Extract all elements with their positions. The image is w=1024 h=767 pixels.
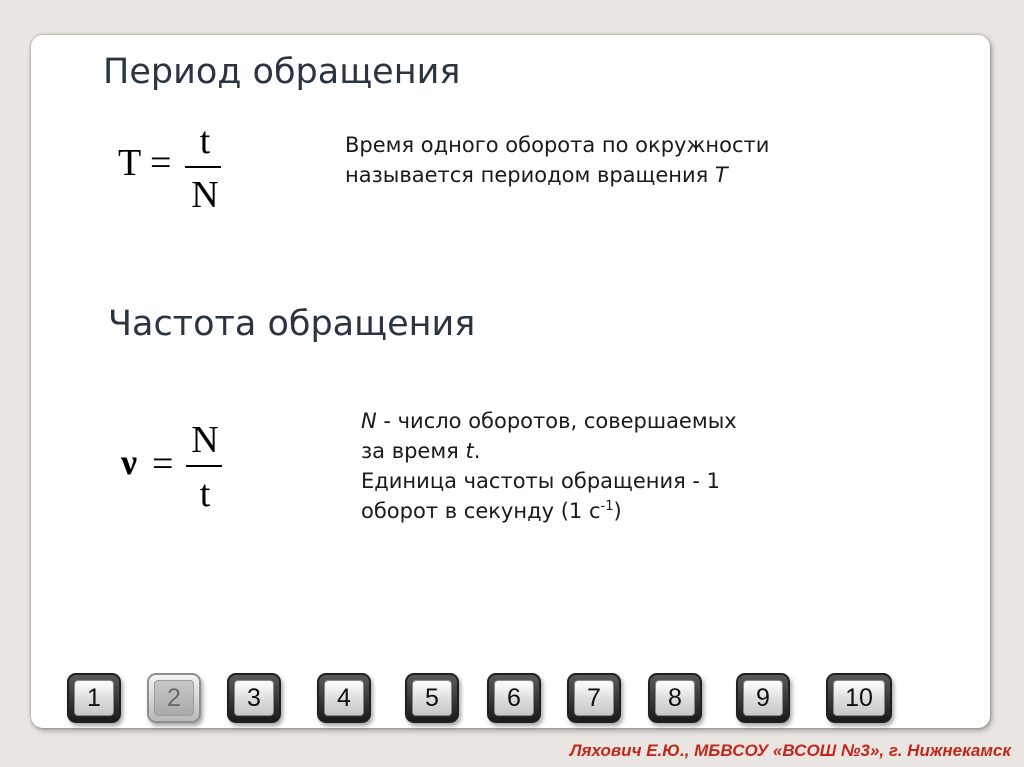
period-heading: Период обращения (103, 52, 461, 92)
slide-navigation (0, 673, 1024, 733)
footer-author: Ляхович Е.Ю., МБВСОУ «ВСОШ №3», г. Нижнекамск (569, 741, 1011, 760)
nav-button-7[interactable]: 7 (567, 673, 621, 723)
period-formula-denominator: N (191, 174, 219, 216)
nav-button-10[interactable]: 10 (826, 673, 892, 723)
nav-button-1[interactable]: 1 (67, 673, 121, 723)
frequency-formula-numerator: N (191, 419, 219, 461)
period-formula-numerator: t (199, 120, 211, 162)
nav-button-2-current[interactable]: 2 (147, 673, 201, 723)
nav-button-9[interactable]: 9 (736, 673, 790, 723)
frequency-formula-lhs: ν (121, 442, 138, 482)
nav-button-6[interactable]: 6 (487, 673, 541, 723)
period-formula-equals: = (150, 142, 172, 184)
frequency-description-line4: оборот в секунду (1 $с^{-1}$) (361, 499, 622, 523)
period-fraction-bar (185, 166, 221, 168)
nav-button-5[interactable]: 5 (405, 673, 459, 723)
period-formula-lhs: T (118, 142, 142, 184)
nav-button-3[interactable]: 3 (227, 673, 281, 723)
frequency-description-line1: N - число оборотов, совершаемых (361, 409, 737, 433)
period-description-var: T (714, 163, 728, 187)
frequency-description-line2: за время t. (361, 439, 481, 463)
nav-button-8[interactable]: 8 (648, 673, 702, 723)
frequency-formula-denominator: t (199, 473, 211, 515)
frequency-heading: Частота обращения (108, 304, 476, 344)
nav-button-4[interactable]: 4 (317, 673, 371, 723)
frequency-fraction-bar (186, 465, 222, 467)
frequency-description-line3: Единица частоты обращения - 1 (361, 469, 721, 493)
period-description (345, 130, 769, 190)
frequency-description (361, 406, 737, 526)
period-description-line1: Время одного оборота по окружности (345, 133, 770, 157)
period-description-line2: называется периодом вращения T (345, 163, 728, 187)
frequency-formula-equals: = (152, 443, 174, 485)
